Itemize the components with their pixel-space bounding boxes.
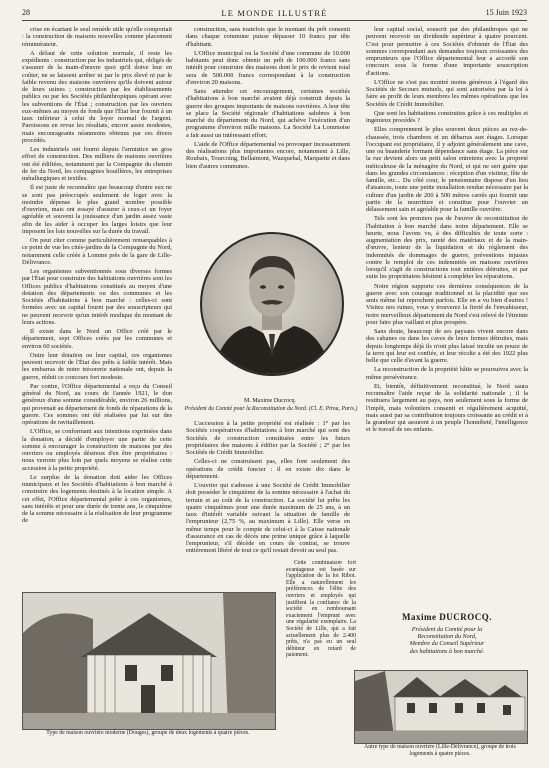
issue-date: 15 Juin 1923 — [485, 8, 527, 17]
article-column-3 — [366, 26, 528, 610]
author-title-line: Reconstitution du Nord, — [417, 633, 477, 641]
author-name: Maxime DUCROCQ. — [402, 612, 492, 622]
paragraph: L'Office ne s'est pas montré moins généreux à l'égard des Sociétés de Secours mutuels, qui sont autorisées par la loi à faire au profit de leurs membres les mêmes opérations que les Sociétés de Crédit Immobilier. — [366, 78, 528, 108]
paragraph: Et, bientôt, définitivement reconstitué, le Nord saura reconnaître l'aide reçue de la solidarité nationale ; il la restituera largement au pays, non seulement sous la forme de l'impôt, mais volontiers consenti et régulièrement acquitté, mais aussi par sa contribution toujours croissante au crédit et à la grandeur qui assurent à un peuple l'honnêteté, l'intelligence et le travail de ses enfants. — [366, 382, 528, 434]
paragraph: A défaut de cette solution normale, il reste les expédients : construction par les industriels qui, obligés de s'assurer de la main-d'œuvre quoi qu'il doive leur en coûter, ne se laissent arrêter ni par le prix élevé ni par le faible revenu des maisons ouvrières qu'ils doivent autour de leurs usines ; construction par les établissements publics ou par les Sociétés philanthropiques opérant avec les subventions de l'État ; construction par les ouvriers eux-mêmes au moyen de fonds que l'État leur fournit à un taux inférieur à celui du loyer normal de l'argent. Paroissons en revue les résultats, encore assez modestes, mais encourageants néanmoins obtenus par ces divers procédés. — [22, 49, 172, 144]
author-signature — [366, 612, 528, 655]
paragraph: Elles comprennent le plus souvent deux pièces au rez-de-chaussée, trois chambres et un débarras aux étages. Lorsque l'occupant est propriétaire, il y adjoint généralement une cave, une ou buanderie formant dépendance sans étage. La pièce sur la rue devient alors un petit salon entretenu avec la propreté méticuleuse de la ménagère du Nord, et qui ne sert guère que dans les grandes circonstances : réception d'un visiteur, fête de famille, etc... Du côté cour, le pensionnaire dispose d'un lieu d'aisances, toute une petite installation rendue nécessaire par la culture d'un jardin de 200 à 500 mètres carrés qui fournit une partie de la nourriture et constitue pour l'ouvrier un délassement sain et agréable pour la famille ouvrière. — [366, 126, 528, 213]
house-photo-lille — [354, 670, 528, 744]
paragraph: L'Office municipal ou la Société d'une commune de 10.000 habitants peut donc obtenir un prêt de 100.000 francs sans intérêt pour construire des maisons dont le prix de revient total sera de 500.000 francs correspondant à la construction d'environ 20 maisons. — [186, 49, 350, 86]
house-photo-lille-image — [355, 671, 527, 743]
paragraph: Tels sont les premiers pas de l'œuvre de reconstitution de l'habitation à bon marché dans notre département. Elle se heurte, nous l'avons vu, à des difficultés de toute sorte : augmentation des prix, rareté des matériaux et de la main-d'œuvre, lenteur de la liquidation et du règlement des indemnités de dommages de guerre, préventions injustes contre le remploi de ces indemnités en maisons ouvrières lorsqu'il s'agit de constructions tout entières détruites, et par suite les propriétaires hésitent à compléter les réparations. — [366, 215, 528, 281]
paragraph: L'ouvrier qui s'adresse à une Société de Crédit Immobilier doit posséder le cinquième de la somme nécessaire à l'achat du terrain et au coût de la construction. La société lui prête les quatre cinquièmes pour une durée maximum de 25 ans, à un taux d'intérêt variable suivant la situation de famille de l'emprunteur (2,75 %, au maximum à Lille). Elle verse en même temps pour le compte de celui-ci à la Caisse nationale d'assurance en cas de décès une prime unique grâce à laquelle l'emprunteur, s'il décède en cours de contrat, se trouve entièrement libéré de tout ce qu'il restait devoir au seul pas. — [186, 482, 350, 555]
house-photo-douges-image — [23, 593, 275, 729]
paragraph: L'Office, se conformant aux intentions exprimées dans la donation, a décidé d'employer une partie de cette somme à encourager la construction de maisons par des ouvriers ou employés désireux d'en être propriétaires : nous verrons plus loin par quels moyens se réalise cette accession à la petite propriété. — [22, 428, 172, 472]
article-column-2-narrow — [286, 560, 356, 720]
photo-caption-right: Autre type de maison ouvrière (Lille-Délivrance), groupe de trois logements à quatre pièces. — [364, 744, 516, 757]
paragraph: construction, sans toutefois que le montant du prêt consenti dans chaque commune puisse dépasser 10 francs par tête d'habitant. — [186, 26, 350, 48]
paragraph: Par contre, l'Office départemental a reçu du Conseil général du Nord, au cours de l'année 1921, le don généreux d'une somme considérable, environ 26 millions, qui provenait au département de fonds de réparations de la guerre. Ces sommes ont été réalisées par lui sur des opérations de ravitaillement. — [22, 382, 172, 426]
article-column-1 — [22, 26, 172, 610]
page-number: 28 — [22, 8, 30, 17]
portrait-image — [202, 234, 342, 374]
paragraph: Celles-ci ne construisent pas, elles font seulement des opérations de crédit foncier : il en existe dix dans le département. — [186, 458, 350, 480]
paragraph: Les industriels ont fourni depuis l'armistice un gros effort de construction. Des milliers de maisons ouvrières ont été édifiées, notamment par la Compagnie du chemin de fer du Nord, les compagnies houillères, les entreprises métallurgiques et textiles. — [22, 146, 172, 182]
paragraph: Le surplus de la donation doit aider les Offices municipaux et les Sociétés d'habitations à bon marché à construire des logements destinés à la location simple. A cet effet, l'Office départemental prête à ces organismes, sans intérêts et pour une durée de trente ans, le cinquième de la somme nécessaire à la réalisation de leur programme de — [22, 473, 172, 525]
paragraph: Que sont les habitations construites grâce à ces multiples et ingénieux procédés ? — [366, 109, 528, 124]
paragraph: L'aide de l'Office départemental va provoquer incessamment des réalisations plus importantes encore, notamment à Lille, Roubaix, Tourcoing, Bellaimont, Wazquehal, Marquette et dans bien d'autres communes. — [186, 140, 350, 170]
paragraph: Sans attendre cet encouragement, certaines sociétés d'habitations à bon marché avaient déjà construit depuis la guerre des groupes importants de maisons ouvrières. A leur tête se place la Société régionale d'habitations salubres à bon marché du département du Nord, qui achève l'exécution d'un programme d'environ mille maisons. La Société La Lommoise a fait aussi un intéressant effort. — [186, 88, 350, 139]
paragraph: Il est juste de reconnaître que beaucoup d'entre eux ne se sont pas préoccupés seulement de loger avec la moindre dépense le plus grand nombre possible d'ouvriers, mais ont essayé d'assurer à ceux-ci un foyer agréable et souvent la jouissance d'un jardin assez vaste afin de les aider à occuper les larges loisirs que leur imposent les lois nouvelles sur la durée du travail. — [22, 184, 172, 235]
paragraph: La reconstruction de la propriété bâtie se poursuivra avec la même persévérance. — [366, 366, 528, 381]
paragraph: Cette combinaison fort avantageuse est basée sur l'application de la loi Ribot. Elle a naturellement les préférences de l'élite des ouvriers et employés qui justifient la confiance de la société en remboursant exactement l'emprunt avec une régularité exemplaire. La Société de Lille, qui a fait actuellement plus de 2.400 prêts, n'a pas eu un seul débiteur en retard de paiement. — [286, 560, 356, 659]
author-title-line: des habitations à bon marché. — [409, 647, 485, 655]
portrait-caption-name: M. Maxime Ducrocq. — [244, 398, 296, 404]
masthead: LE MONDE ILLUSTRÉ — [221, 8, 328, 18]
paragraph: Sans doute, beaucoup de ses paysans vivent encore dans des cabanes ou dans les caves de leurs fermes détruites, mais depuis longtemps déjà ils n'ont plus laissé inculte un pouce de la terre qui leur est confiée, et leur récolte a été des 1922 plus belle que celle d'avant la guerre. — [366, 328, 528, 364]
paragraph: Les organismes subventionnés sous diverses formes par l'État pour construire des habitations ouvrières sont les Offices publics d'habitations constitués au moyen d'une dotation des départements ou des communes et les Sociétés d'habitations à bon marché : celles-ci sont formées avec un capital fourni par des souscripteurs qui ne peuvent recevoir qu'un intérêt modique du montant de leurs actions. — [22, 268, 172, 326]
portrait-caption-role: Président du Comité pour la Reconstitution du Nord. (Cl. E. Pirou, Paris.) — [184, 406, 358, 412]
paragraph: On peut citer comme particulièrement remarquables à ce point de vue les cités-jardins de la Compagnie du Nord, notamment celle créée à Lomme près de la gare de Lille-Délivrance. — [22, 237, 172, 266]
author-title-line: Membre du Conseil Supérieur — [409, 640, 485, 648]
author-title-line: Président du Comité pour la — [411, 626, 483, 633]
paragraph: Il existe dans le Nord un Office créé par le département, sept Offices créés par les communes et environ 60 sociétés. — [22, 328, 172, 350]
house-photo-douges — [22, 592, 276, 730]
photo-caption-left: Type de maison ouvrière moderne (Douges), groupe de deux logements à quatre pièces. — [46, 730, 250, 736]
portrait-photo — [200, 232, 344, 376]
paragraph: leur capital social, souscrit par des philanthropes qui ne peuvent recevoir un dividende supérieur à quatre pourcent. C'est pour permettre à ces Sociétés d'obtenir de l'État des sommes correspondant aux demandes toujours croissantes des emprunteurs que l'Office départemental leur a accordé son concours sous la forme d'une importante souscription d'actions. — [366, 26, 528, 77]
header-rule — [22, 20, 527, 21]
author-title — [366, 626, 528, 655]
paragraph: Outre leur dotation ou leur capital, ces organismes peuvent recevoir de l'État des prêts à faible intérêt. Mais les embarras de notre trésorerie nationale ont, depuis la guerre, réduit ce concours fort modeste. — [22, 351, 172, 381]
paragraph: crise en écartant le seul remède utile qu'elle comportait : la construction de maisons nouvelles comme placement rémunérateur. — [22, 26, 172, 48]
paragraph: Notre région supporte ces dernières conséquences de la guerre avec son courage traditionnel et la placidité que ses amis même lui reprochent parfois. Elle en a vu bien d'autres ! Visitez nos ruines, vous y trouverez la fierté de l'envahisseur, notre merveilleux département du Nord s'est relevé de l'étreinte pour faire plus vaillant et plus prospère. — [366, 282, 528, 326]
portrait-frame — [184, 226, 356, 396]
article-column-2 — [186, 26, 350, 226]
paragraph: L'accession à la petite propriété est réalisée : 1° par les Sociétés coopératives d'habitations à bon marché qui sont des Sociétés de construction constituées entre les futurs propriétaires des maisons à édifier par la Société ; 2° par les Sociétés de Crédit Immobilier. — [186, 420, 350, 456]
